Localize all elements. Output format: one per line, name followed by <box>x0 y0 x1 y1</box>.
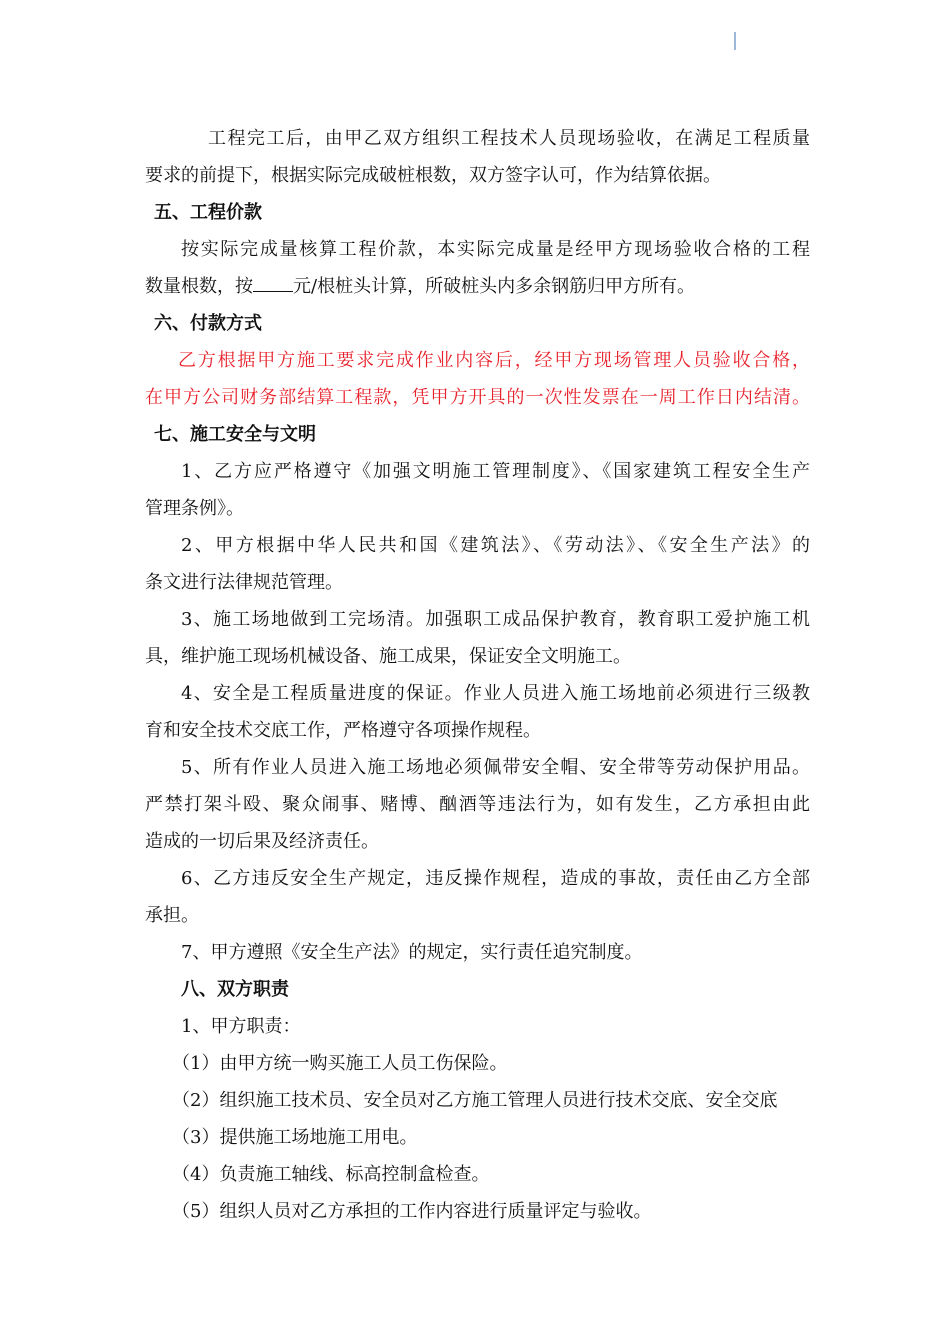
s8-item-1: （1）由甲方统一购买施工人员工伤保险。 <box>172 1053 508 1074</box>
intro-line-2: 要求的前提下，根据实际完成破桩根数，双方签字认可，作为结算依据。 <box>145 165 721 186</box>
s7-item-1-line-2: 管理条例》。 <box>145 498 244 519</box>
s5-line-2-post: 元/根桩头计算，所破桩头内多余钢筋归甲方所有。 <box>293 276 696 297</box>
s7-item-6-line-2: 承担。 <box>145 905 199 926</box>
s7-item-5-line-3: 造成的一切后果及经济责任。 <box>145 831 379 852</box>
s7-item-4-line-2: 育和安全技术交底工作，严格遵守各项操作规程。 <box>145 720 541 741</box>
text-cursor-marker <box>734 32 736 50</box>
intro-line-1: 工程完工后，由甲乙双方组织工程技术人员现场验收，在满足工程质量 <box>208 128 810 149</box>
s7-item-3-line-2: 具，维护施工现场机械设备、施工成果，保证安全文明施工。 <box>145 646 631 667</box>
s6-line-2: 在甲方公司财务部结算工程款，凭甲方开具的一次性发票在一周工作日内结清。 <box>145 387 810 408</box>
s8-item-5: （5）组织人员对乙方承担的工作内容进行质量评定与验收。 <box>172 1201 652 1222</box>
s7-item-6-line-1: 6、乙方违反安全生产规定，违反操作规程，造成的事故，责任由乙方全部 <box>181 868 810 889</box>
s8-item-2: （2）组织施工技术员、安全员对乙方施工管理人员进行技术交底、安全交底 <box>172 1090 778 1111</box>
s7-item-5-line-1: 5、所有作业人员进入施工场地必须佩带安全帽、安全带等劳动保护用品。 <box>181 757 810 778</box>
s5-line-2-pre: 数量根数，按 <box>145 276 253 297</box>
s6-line-1: 乙方根据甲方施工要求完成作业内容后，经甲方现场管理人员验收合格， <box>178 350 810 371</box>
s7-item-4-line-1: 4、安全是工程质量进度的保证。作业人员进入施工场地前必须进行三级教 <box>181 683 810 704</box>
s8-item-3: （3）提供施工场地施工用电。 <box>172 1127 418 1148</box>
s8-subheading: 1、甲方职责： <box>181 1016 301 1037</box>
s7-item-2-line-1: 2、甲方根据中华人民共和国《建筑法》、《劳动法》、《安全生产法》的 <box>181 535 810 556</box>
s8-item-4: （4）负责施工轴线、标高控制盒检查。 <box>172 1164 490 1185</box>
s5-line-2 <box>145 268 810 305</box>
document-body <box>145 120 810 1230</box>
section-6-heading: 六、付款方式 <box>154 313 262 334</box>
s7-item-5-line-2: 严禁打架斗殴、聚众闹事、赌博、酗酒等违法行为，如有发生，乙方承担由此 <box>145 794 810 815</box>
section-5-heading: 五、工程价款 <box>154 202 262 223</box>
section-8-heading: 八、双方职责 <box>181 979 289 1000</box>
section-7-heading: 七、施工安全与文明 <box>154 424 316 445</box>
s7-item-7-line-1: 7、甲方遵照《安全生产法》的规定，实行责任追究制度。 <box>181 942 643 963</box>
s7-item-1-line-1: 1、乙方应严格遵守《加强文明施工管理制度》、《国家建筑工程安全生产 <box>181 461 810 482</box>
price-blank-field <box>253 275 293 292</box>
s7-item-2-line-2: 条文进行法律规范管理。 <box>145 572 343 593</box>
s7-item-3-line-1: 3、施工场地做到工完场清。加强职工成品保护教育，教育职工爱护施工机 <box>181 609 810 630</box>
s5-line-1: 按实际完成量核算工程价款，本实际完成量是经甲方现场验收合格的工程 <box>181 239 810 260</box>
